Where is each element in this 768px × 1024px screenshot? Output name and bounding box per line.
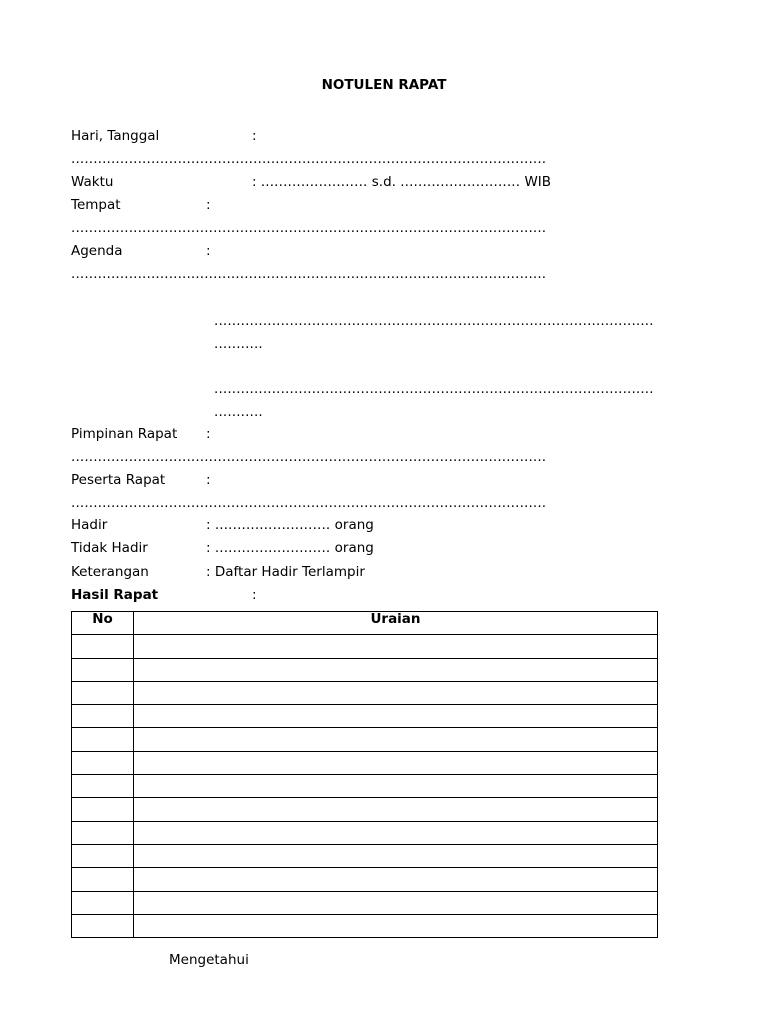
table-cell-uraian[interactable] [134, 798, 658, 821]
tempat-label: Tempat [71, 197, 121, 213]
table-cell-no[interactable] [72, 914, 134, 937]
table-row [72, 868, 658, 891]
agenda-item-fill-2-cont: ........... [214, 404, 263, 420]
pimpinan-label: Pimpinan Rapat [71, 426, 178, 442]
table-cell-uraian[interactable] [134, 728, 658, 751]
tempat-colon: : [206, 197, 211, 213]
table-header-row [72, 612, 658, 635]
table-cell-uraian[interactable] [134, 635, 658, 658]
table-cell-uraian[interactable] [134, 681, 658, 704]
waktu-colon: : [252, 174, 257, 190]
agenda-label: Agenda [71, 243, 123, 259]
table-cell-uraian[interactable] [134, 868, 658, 891]
hasil-rapat-label: Hasil Rapat [71, 587, 159, 603]
table-cell-no[interactable] [72, 658, 134, 681]
agenda-item-fill-1: ................................................................................................... [214, 313, 654, 329]
waktu-start-fill: ........................ [260, 174, 368, 190]
table-cell-no[interactable] [72, 728, 134, 751]
tidak-hadir-label: Tidak Hadir [71, 540, 148, 556]
waktu-unit: WIB [524, 174, 552, 190]
table-cell-uraian[interactable] [134, 891, 658, 914]
tidak-hadir-fill: .......................... [214, 540, 331, 556]
tempat-fill: ........................................................................................................... [71, 220, 547, 236]
hadir-colon: : [206, 517, 211, 533]
keterangan-label: Keterangan [71, 564, 149, 580]
table-cell-no[interactable] [72, 705, 134, 728]
table-row [72, 821, 658, 844]
tidak-hadir-colon: : [206, 540, 211, 556]
peserta-colon: : [206, 472, 211, 488]
table-header-no: No [72, 612, 134, 635]
hasil-rapat-colon: : [252, 587, 257, 603]
tidak-hadir-value [206, 539, 374, 557]
tidak-hadir-unit: orang [334, 540, 374, 556]
peserta-fill: ........................................................................................................... [71, 495, 547, 511]
mengetahui-label: Mengetahui [169, 952, 249, 968]
table-row [72, 728, 658, 751]
hari-tanggal-label: Hari, Tanggal [71, 128, 160, 144]
hadir-fill: .......................... [214, 517, 331, 533]
table-row [72, 844, 658, 867]
table-cell-uraian[interactable] [134, 844, 658, 867]
table-cell-uraian[interactable] [134, 775, 658, 798]
table-row [72, 635, 658, 658]
table-cell-uraian[interactable] [134, 914, 658, 937]
page-title: NOTULEN RAPAT [321, 77, 447, 93]
table-body [72, 635, 658, 938]
table-cell-no[interactable] [72, 844, 134, 867]
agenda-fill: ........................................................................................................... [71, 266, 547, 282]
hasil-rapat-table [71, 611, 658, 938]
table-cell-uraian[interactable] [134, 751, 658, 774]
table-row [72, 775, 658, 798]
table-cell-no[interactable] [72, 681, 134, 704]
waktu-end-fill: ........................... [400, 174, 521, 190]
table-row [72, 705, 658, 728]
table-row [72, 658, 658, 681]
pimpinan-fill: ........................................................................................................... [71, 449, 547, 465]
hadir-unit: orang [334, 517, 374, 533]
table-cell-no[interactable] [72, 635, 134, 658]
hadir-value [206, 516, 374, 534]
hadir-label: Hadir [71, 517, 108, 533]
agenda-item-fill-2: ................................................................................................... [214, 381, 654, 397]
peserta-label: Peserta Rapat [71, 472, 166, 488]
pimpinan-colon: : [206, 426, 211, 442]
hari-tanggal-colon: : [252, 128, 257, 144]
table-cell-no[interactable] [72, 775, 134, 798]
hari-tanggal-fill: ........................................................................................................... [71, 151, 547, 167]
table-cell-no[interactable] [72, 798, 134, 821]
agenda-item-fill-1-cont: ........... [214, 336, 263, 352]
table-row [72, 914, 658, 937]
table-row [72, 681, 658, 704]
waktu-value [252, 173, 551, 191]
keterangan-value: : Daftar Hadir Terlampir [206, 564, 365, 580]
table-cell-uraian[interactable] [134, 658, 658, 681]
table-cell-no[interactable] [72, 868, 134, 891]
waktu-label: Waktu [71, 174, 114, 190]
table-header-uraian: Uraian [134, 612, 658, 635]
table-row [72, 751, 658, 774]
agenda-colon: : [206, 243, 211, 259]
table-cell-no[interactable] [72, 821, 134, 844]
table-cell-no[interactable] [72, 891, 134, 914]
table-row [72, 891, 658, 914]
table-cell-uraian[interactable] [134, 705, 658, 728]
table-row [72, 798, 658, 821]
waktu-sd: s.d. [371, 174, 396, 190]
table-cell-no[interactable] [72, 751, 134, 774]
table-cell-uraian[interactable] [134, 821, 658, 844]
